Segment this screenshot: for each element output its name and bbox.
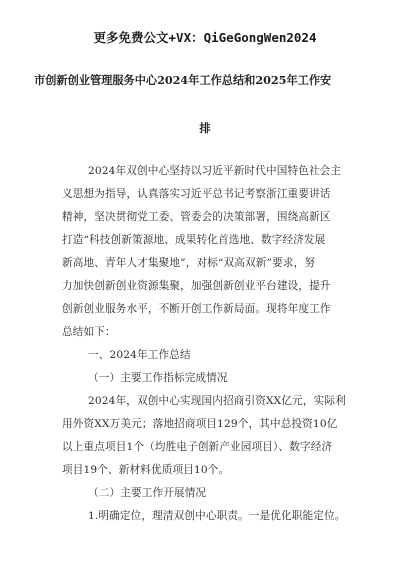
intro-line: 精神，坚决贯彻党工委、管委会的决策部署，围绕高新区 [62,211,331,223]
intro-line: 打造“科技创新策源地、成果转化首选地、数字经济发展 [62,234,326,246]
body-line: 以上重点项目1个（均胜电子创新产业园项目）、数字经济 [62,441,333,453]
intro-line: 力加快创新创业资源集聚，加强创新创业平台建设，提升 [62,280,331,292]
section-heading: 一、2024年工作总结 [88,349,191,361]
body-line: 项目19个、新材料优质项目10个。 [62,464,230,476]
intro-line: 2024年双创中心坚持以习近平新时代中国特色社会主 [88,165,342,177]
body-line: 2024年，双创中心实现国内招商引资XX亿元，实际利 [88,395,346,407]
document-title-line-2: 排 [199,121,211,135]
intro-line: 义思想为指导，认真落实习近平总书记考察浙江重要讲话 [62,188,331,200]
watermark-header: 更多免费公文+VX：QiGeGongWen2024 [93,30,317,45]
document-title-line-1: 市创新创业管理服务中心2024年工作总结和2025年工作安 [34,73,332,87]
subsection-heading: （一）主要工作指标完成情况 [88,372,228,384]
body-line: 1.明确定位，理清双创中心职责。一是优化职能定位。 [88,510,346,522]
intro-line: 创新创业服务水平，不断开创工作新局面。现将年度工作 [62,303,331,315]
intro-line: 总结如下： [62,326,116,338]
subsection-heading: （二）主要工作开展情况 [88,487,207,499]
body-line: 用外资XX万美元；落地招商项目129个，其中总投资10亿 [62,418,338,430]
intro-line: 新高地、青年人才集聚地”，对标“双高双新”要求，努 [62,257,316,269]
